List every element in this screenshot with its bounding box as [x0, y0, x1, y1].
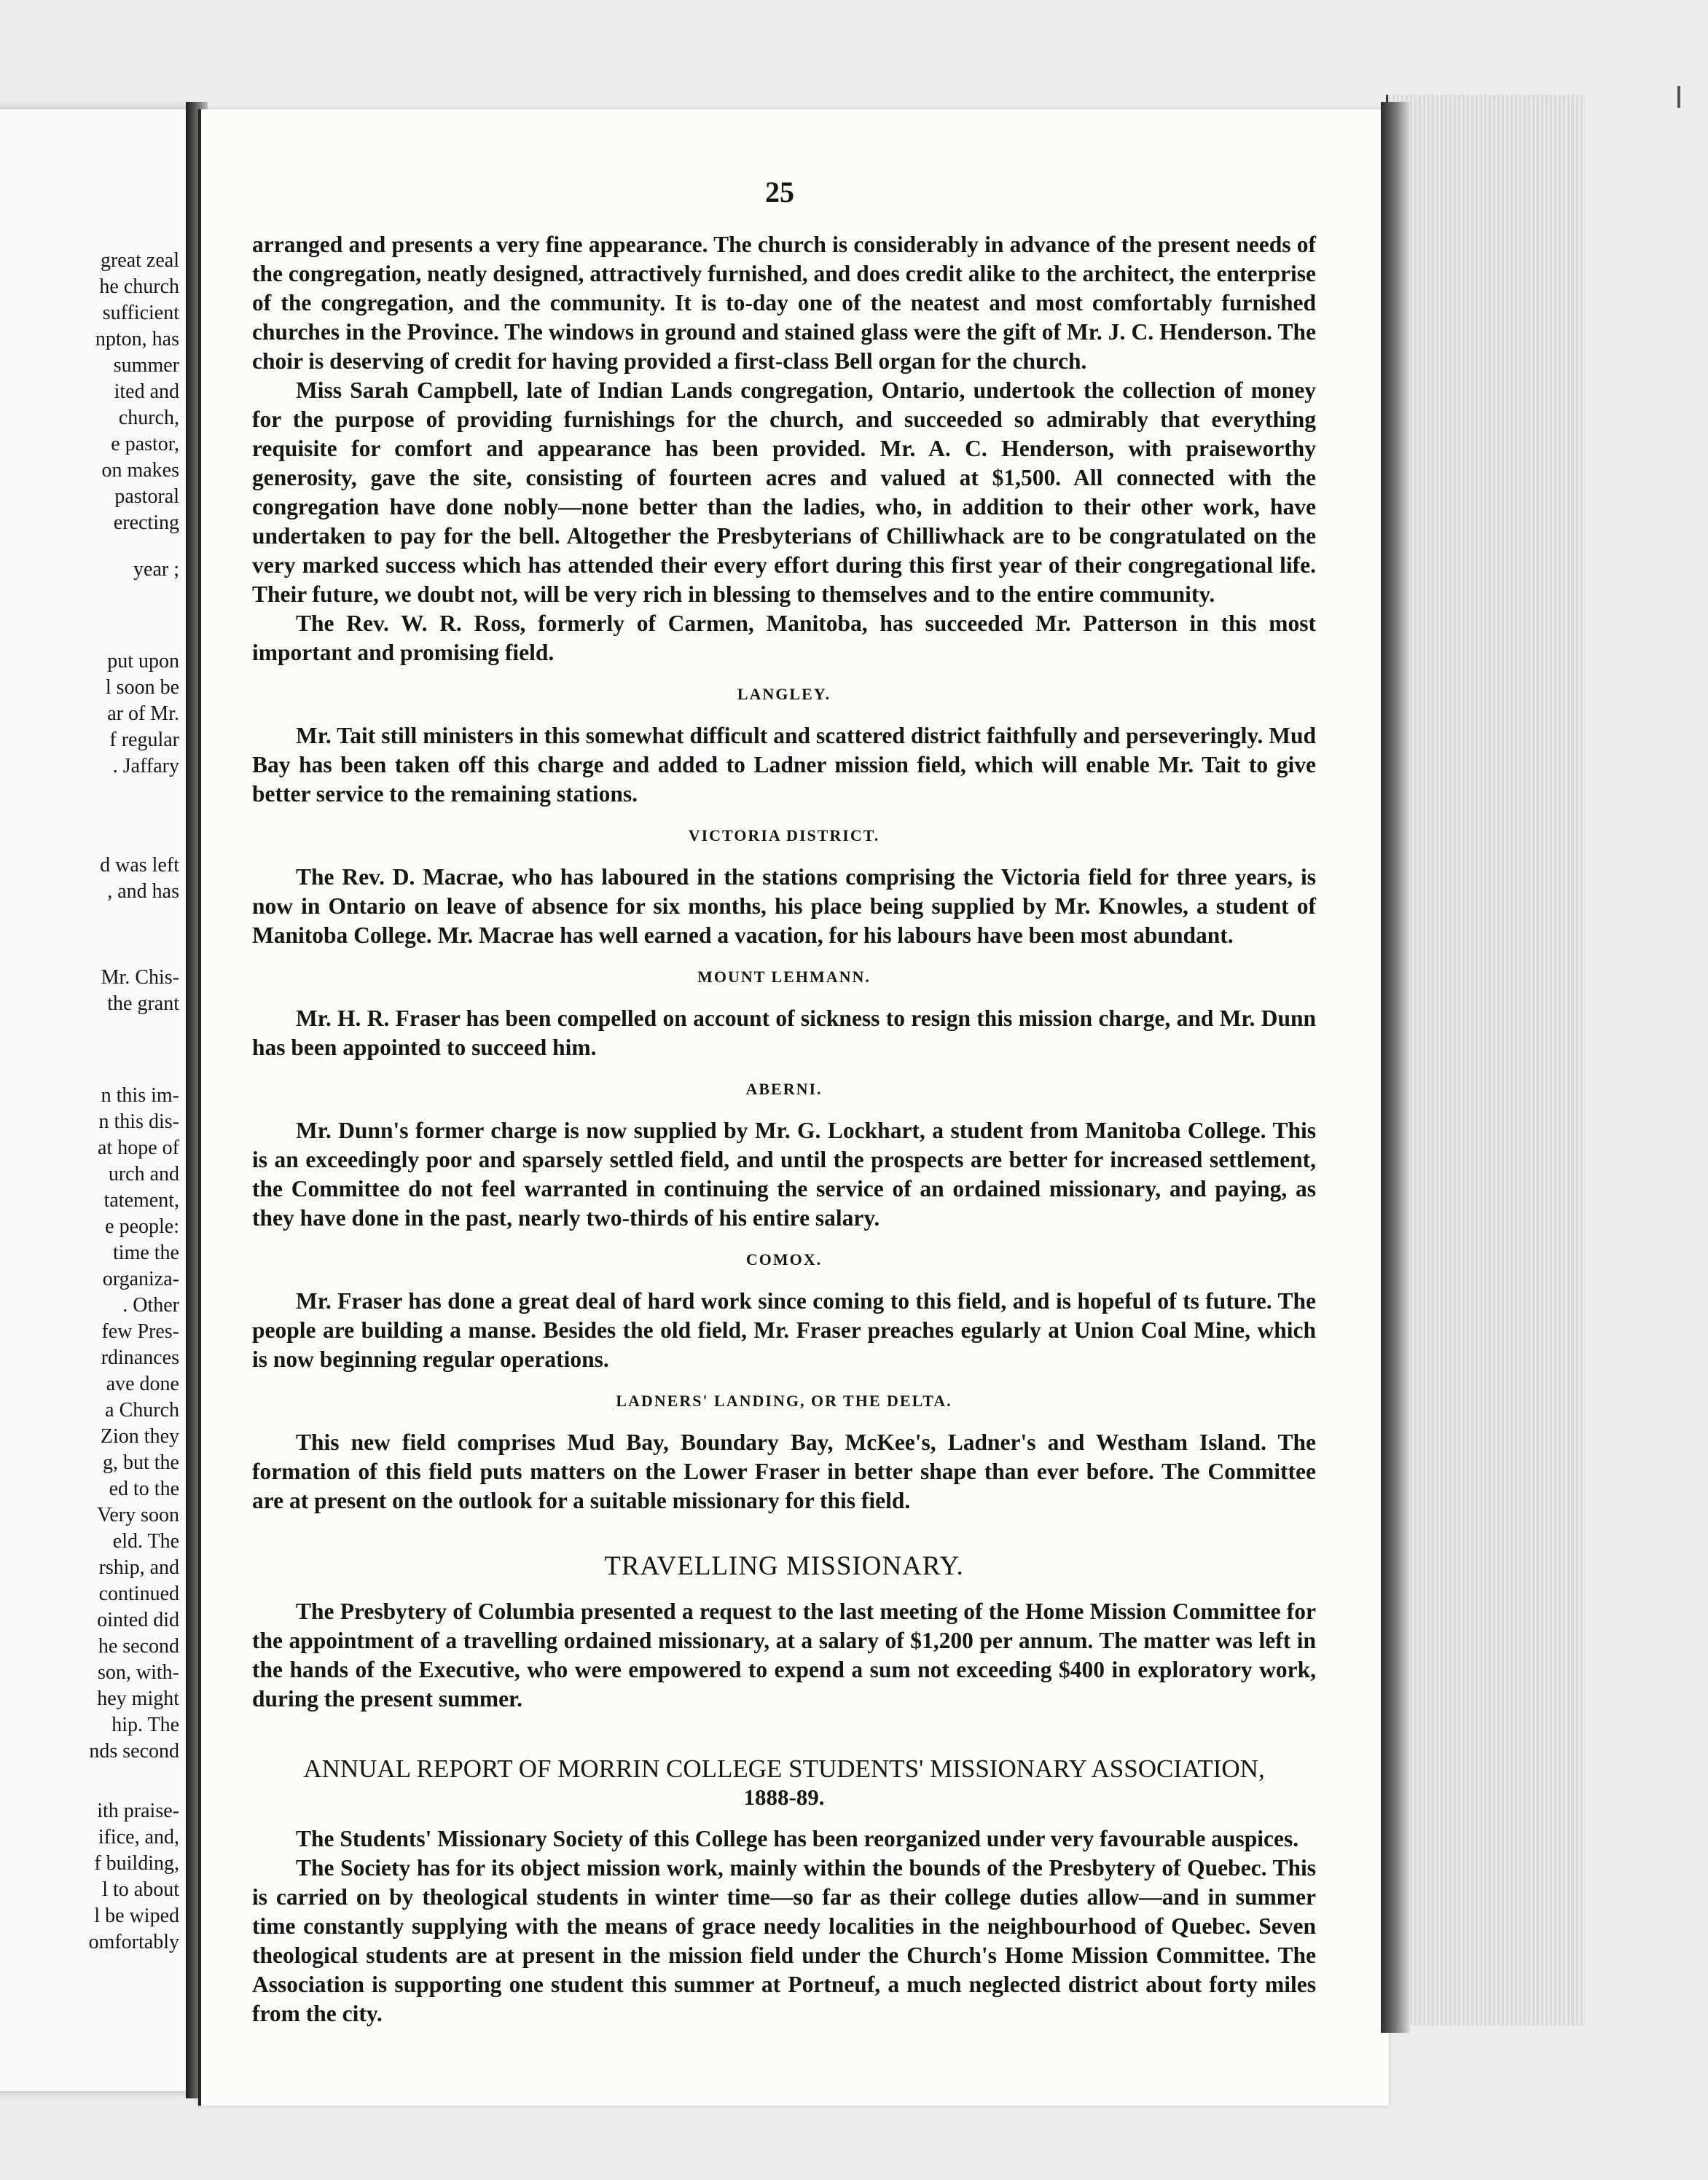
page-edges	[1386, 95, 1585, 2026]
left-page-line: , and has	[107, 880, 179, 903]
left-page-line: he church	[99, 275, 179, 298]
page-edge-shadow	[1381, 102, 1410, 2033]
left-page-line: continued	[98, 1583, 179, 1605]
section-heading: MOUNT LEHMANN.	[697, 968, 871, 986]
left-page-line: erecting	[113, 511, 179, 534]
left-page-line: a Church	[105, 1399, 179, 1422]
left-page-line: summer	[113, 354, 179, 377]
left-page-line: n this im-	[101, 1084, 179, 1107]
left-page-line: Zion they	[100, 1425, 179, 1448]
left-page-line: great zeal	[100, 249, 179, 272]
section-heading: ABERNI.	[745, 1080, 823, 1098]
left-page-line: few Pres-	[101, 1320, 179, 1343]
left-page-line: ith praise-	[97, 1800, 179, 1822]
paragraph: The Students' Missionary Society of this College has been reorganized under very favourable auspices.	[296, 1826, 1299, 1851]
left-page-line: rship, and	[98, 1556, 179, 1579]
left-page-line: n this dis-	[98, 1110, 179, 1133]
paragraph: Mr. Dunn's former charge is now supplied by Mr. G. Lockhart, a student from Manitoba College. This is an exceedingly poor and sparsely settled field, and until the prospects are better for increased settlement, the Committee do not feel warranted in continuing the service of an ordained missionary, and paying, as they have done in the past, nearly two-thirds of his entire salary.	[252, 1118, 1316, 1231]
left-page-line: time the	[113, 1242, 179, 1264]
paragraph: Mr. H. R. Fraser has been compelled on account of sickness to resign this mission charge, and Mr. Dunn has been appointed to succeed him.	[252, 1005, 1316, 1060]
paragraph: Mr. Fraser has done a great deal of hard work since coming to this field, and is hopeful of ts future. The people are building a manse. Besides the old field, Mr. Fraser preaches egularly at Union Coal Mine, which is now beginning regular operations.	[252, 1288, 1316, 1372]
left-page-line: on makes	[101, 459, 179, 482]
left-page-line: eld. The	[112, 1530, 179, 1553]
paragraph: This new field comprises Mud Bay, Boundary Bay, McKee's, Ladner's and Westham Island. The formation of this field puts matters on the Lower Fraser in better shape than ever before. The Committee are at present on the outlook for a suitable missionary for this field.	[252, 1430, 1316, 1513]
left-page-line: the grant	[107, 992, 179, 1015]
major-heading: TRAVELLING MISSIONARY.	[604, 1551, 964, 1581]
left-page-line: d was left	[100, 854, 179, 877]
paragraph: The Rev. D. Macrae, who has laboured in the stations comprising the Victoria field for three years, is now in Ontario on leave of absence for six months, his place being supplied by Mr. Knowles, a student of Manitoba College. Mr. Macrae has well earned a vacation, for his labours have been most abundant.	[252, 864, 1316, 948]
left-page-line: ar of Mr.	[107, 702, 179, 725]
left-page-line: hey might	[97, 1687, 179, 1710]
left-page-line: Very soon	[97, 1504, 179, 1526]
left-page-line: ifice, and,	[98, 1826, 179, 1848]
left-page-line: Mr. Chis-	[101, 966, 179, 989]
left-page-line: . Other	[122, 1294, 179, 1317]
section-heading: VICTORIA DISTRICT.	[688, 826, 880, 844]
left-page-line: l to about	[102, 1878, 179, 1901]
left-page-line: e people:	[105, 1215, 179, 1238]
left-page-line: e pastor,	[111, 433, 179, 455]
left-page-line: f building,	[94, 1852, 179, 1875]
left-page-line: nds second	[89, 1740, 179, 1763]
left-page	[0, 109, 193, 2091]
scan-mark	[1677, 86, 1680, 108]
left-page-line: . Jaffary	[112, 755, 179, 777]
left-page-line: omfortably	[88, 1931, 179, 1953]
left-page-line: year ;	[133, 558, 179, 581]
left-page-line: he second	[98, 1635, 179, 1658]
left-page-line: sufficient	[102, 302, 179, 324]
left-page-line: ed to the	[109, 1478, 179, 1500]
paragraph: The Society has for its object mission work, mainly within the bounds of the Presbytery of Quebec. This is carried on by theological students in winter time—so far as their college duties allow—and in summer time constantly supplying with the means of grace needy localities in the neighbourhood of Quebec. Seven theological students are at present in the mission field under the Church's Home Mission Committee. The Association is supporting one student this summer at Portneuf, a much neglected district about forty miles from the city.	[252, 1855, 1316, 2026]
left-page-line: npton, has	[95, 328, 179, 350]
left-page-line: rdinances	[101, 1346, 179, 1369]
left-page-line: at hope of	[98, 1137, 179, 1159]
left-page-line: l soon be	[105, 676, 179, 699]
left-page-line: g, but the	[103, 1451, 179, 1474]
left-page-line: put upon	[107, 650, 179, 673]
left-page-line: hip. The	[111, 1714, 179, 1736]
major-heading-year: 1888-89.	[743, 1784, 825, 1810]
left-page-line: l be wiped	[94, 1905, 179, 1927]
page-content	[252, 230, 1316, 2028]
paragraph: Mr. Tait still ministers in this somewhat difficult and scattered district faithfully and perseveringly. Mud Bay has been taken off this charge and added to Ladner mission field, which will enable Mr. Tait to give better service to the remaining stations.	[252, 723, 1316, 807]
left-page-line: ited and	[114, 380, 179, 403]
left-page-line: son, with-	[98, 1661, 179, 1684]
left-page-line: church,	[118, 407, 179, 429]
paragraph: The Rev. W. R. Ross, formerly of Carmen, Manitoba, has succeeded Mr. Patterson in this most important and promising field.	[252, 611, 1316, 665]
left-page-line: ave done	[106, 1373, 179, 1395]
left-page-line: tatement,	[103, 1189, 179, 1212]
major-heading: ANNUAL REPORT OF MORRIN COLLEGE STUDENTS' MISSIONARY ASSOCIATION,	[303, 1754, 1265, 1783]
page-number: 25	[765, 176, 794, 208]
paragraph: The Presbytery of Columbia presented a request to the last meeting of the Home Mission Committee for the appointment of a travelling ordained missionary, at a salary of $1,200 per annum. The matter was left in the hands of the Executive, who were empowered to expend a sum not exceeding $400 in exploratory work, during the present summer.	[252, 1599, 1316, 1712]
left-page-line: organiza-	[102, 1268, 179, 1290]
paragraph: arranged and presents a very fine appearance. The church is considerably in advance of the present needs of the congregation, neatly designed, attractively furnished, and does credit alike to the architect, the enterprise of the congregation, and the community. It is to-day one of the neatest and most comfortably furnished churches in the Province. The windows in ground and stained glass were the gift of Mr. J. C. Henderson. The choir is deserving of credit for having provided a first-class Bell organ for the church.	[252, 232, 1316, 374]
section-heading: LADNERS' LANDING, OR THE DELTA.	[616, 1392, 952, 1410]
left-page-line: pastoral	[114, 485, 179, 508]
left-page-line: f regular	[109, 729, 179, 751]
section-heading: COMOX.	[745, 1250, 823, 1269]
left-page-line: urch and	[108, 1163, 179, 1185]
paragraph: Miss Sarah Campbell, late of Indian Lands congregation, Ontario, undertook the collection of money for the purpose of providing furnishings for the church, and succeeded so admirably that everything requisite for comfort and appearance has been provided. Mr. A. C. Henderson, with praiseworthy generosity, gave the site, consisting of fourteen acres and valued at $1,500. All connected with the congregation have done nobly—none better than the ladies, who, in addition to their other work, have undertaken to pay for the bell. Altogether the Presbyterians of Chilliwhack are to be congratulated on the very marked success which has attended their every effort during this first year of their congregational life. Their future, we doubt not, will be very rich in blessing to themselves and to the entire community.	[252, 377, 1316, 607]
section-heading: LANGLEY.	[737, 685, 831, 703]
left-page-line: ointed did	[97, 1609, 179, 1631]
